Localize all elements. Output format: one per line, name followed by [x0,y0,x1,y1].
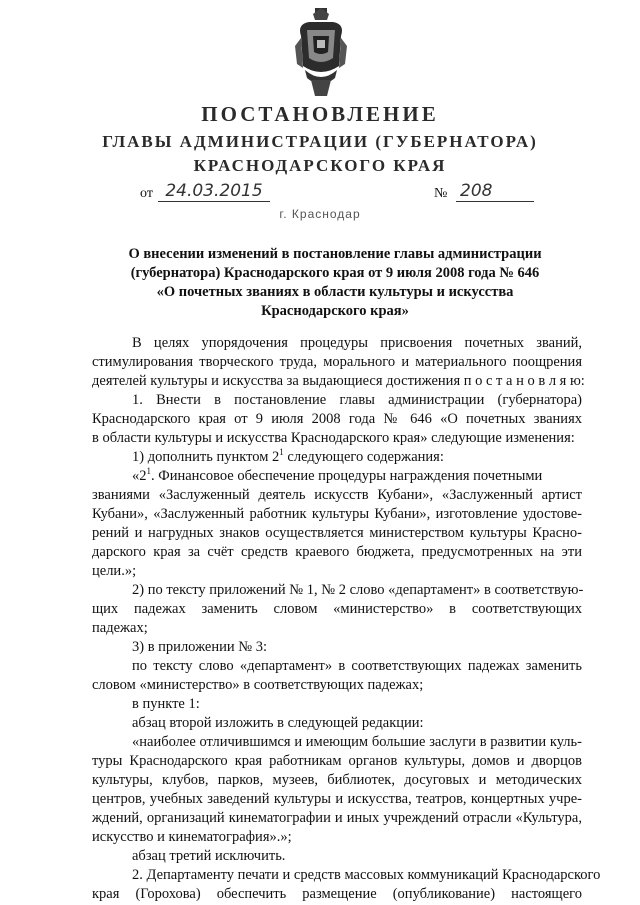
body-line: словом «министерство» в соответствующих падежах; [92,677,424,693]
body-line: в области культуры и искусства Краснодарского края» следующие изменения: [92,430,575,446]
body-text: 1) дополнить пунктом 2 [132,449,280,465]
body-line: абзац третий исключить. [132,848,286,864]
body-line: ждений, организаций кинематографии и иных учреждений отрасли «Культура, [92,810,582,826]
body-line: центров, учебных заведений культуры и искусства, театров, концертных учре- [92,791,582,807]
title-line: Краснодарского края» [261,303,409,319]
body-line: 2) по тексту приложений № 1, № 2 слово «департамент» в соответствую- [132,582,584,598]
superscript: 1 [279,447,284,458]
superscript: 1 [146,466,151,477]
body-line: щих падежах заменить словом «министерство» в соответствующих [92,601,582,617]
city-label: г. Краснодар [279,207,361,221]
date-value: 24.03.2015 [158,181,270,202]
body-line: в пункте 1: [132,696,200,712]
body-line: Кубани», «Заслуженный работник культуры Кубани», изготовление удостове- [92,506,582,522]
body-line: края (Горохова) обеспечить размещение (опубликование) настоящего [92,886,582,902]
number-label: № [434,186,448,201]
body-line: 2. Департаменту печати и средств массовых коммуникаций Краснодарского [132,867,601,883]
body-line: культуры, клубов, парков, музеев, библиотек, досуговых и методических [92,772,582,788]
body-line: цели.»; [92,563,137,579]
body-line: стимулирования творческого труда, морального и материального поощрения [92,354,582,370]
body-line: по тексту слово «департамент» в соответствующих падежах заменить [132,658,582,674]
body-line: В целях упорядочения процедуры присвоения почетных званий, [132,335,582,351]
number-value: 208 [456,181,534,202]
body-line: рений и нагрудных знаков осуществляется министерством культуры Красно- [92,525,582,541]
title-line: О внесении изменений в постановление главы администрации [128,246,542,262]
body-line: искусство и кинематография».»; [92,829,292,845]
date-label: от [140,186,153,201]
body-line: званиями «Заслуженный деятель искусств Кубани», «Заслуженный артист [92,487,582,503]
body-line: деятелей культуры и искусства за выдающиеся достижения п о с т а н о в л я ю: [92,373,585,389]
body-text: «2 [132,468,147,484]
body-line: падежах; [92,620,148,636]
body-line: 1. Внести в постановление главы администрации (губернатора) [132,392,582,408]
body-line: «наиболее отличившимся и имеющим большие заслуги в развитии куль- [132,734,582,750]
body-line: абзац второй изложить в следующей редакции: [132,715,424,731]
title-line: «О почетных званиях в области культуры и искусства [156,284,514,300]
body-line [92,467,582,486]
body-line: туры Краснодарского края работникам органов культуры, домов и дворцов [92,753,582,769]
body-line: Краснодарского края от 9 июля 2008 года № 646 «О почетных званиях [92,411,582,427]
body-line: дарского края за счёт средств краевого бюджета, предусмотренных на эти [92,544,582,560]
coat-of-arms-emblem [293,6,349,98]
body-line [92,448,582,467]
issuer-heading: ГЛАВЫ АДМИНИСТРАЦИИ (ГУБЕРНАТОРА) [102,132,538,151]
body-text: . Финансовое обеспечение процедуры награждения почетными [151,468,543,484]
region-heading: КРАСНОДАРСКОГО КРАЯ [193,156,447,175]
document-type-heading: ПОСТАНОВЛЕНИЕ [201,102,439,126]
body-line: 3) в приложении № 3: [132,639,267,655]
body-text: следующего содержания: [283,449,444,465]
document-title [100,245,570,321]
title-line: (губернатора) Краснодарского края от 9 июля 2008 года № 646 [130,265,540,281]
